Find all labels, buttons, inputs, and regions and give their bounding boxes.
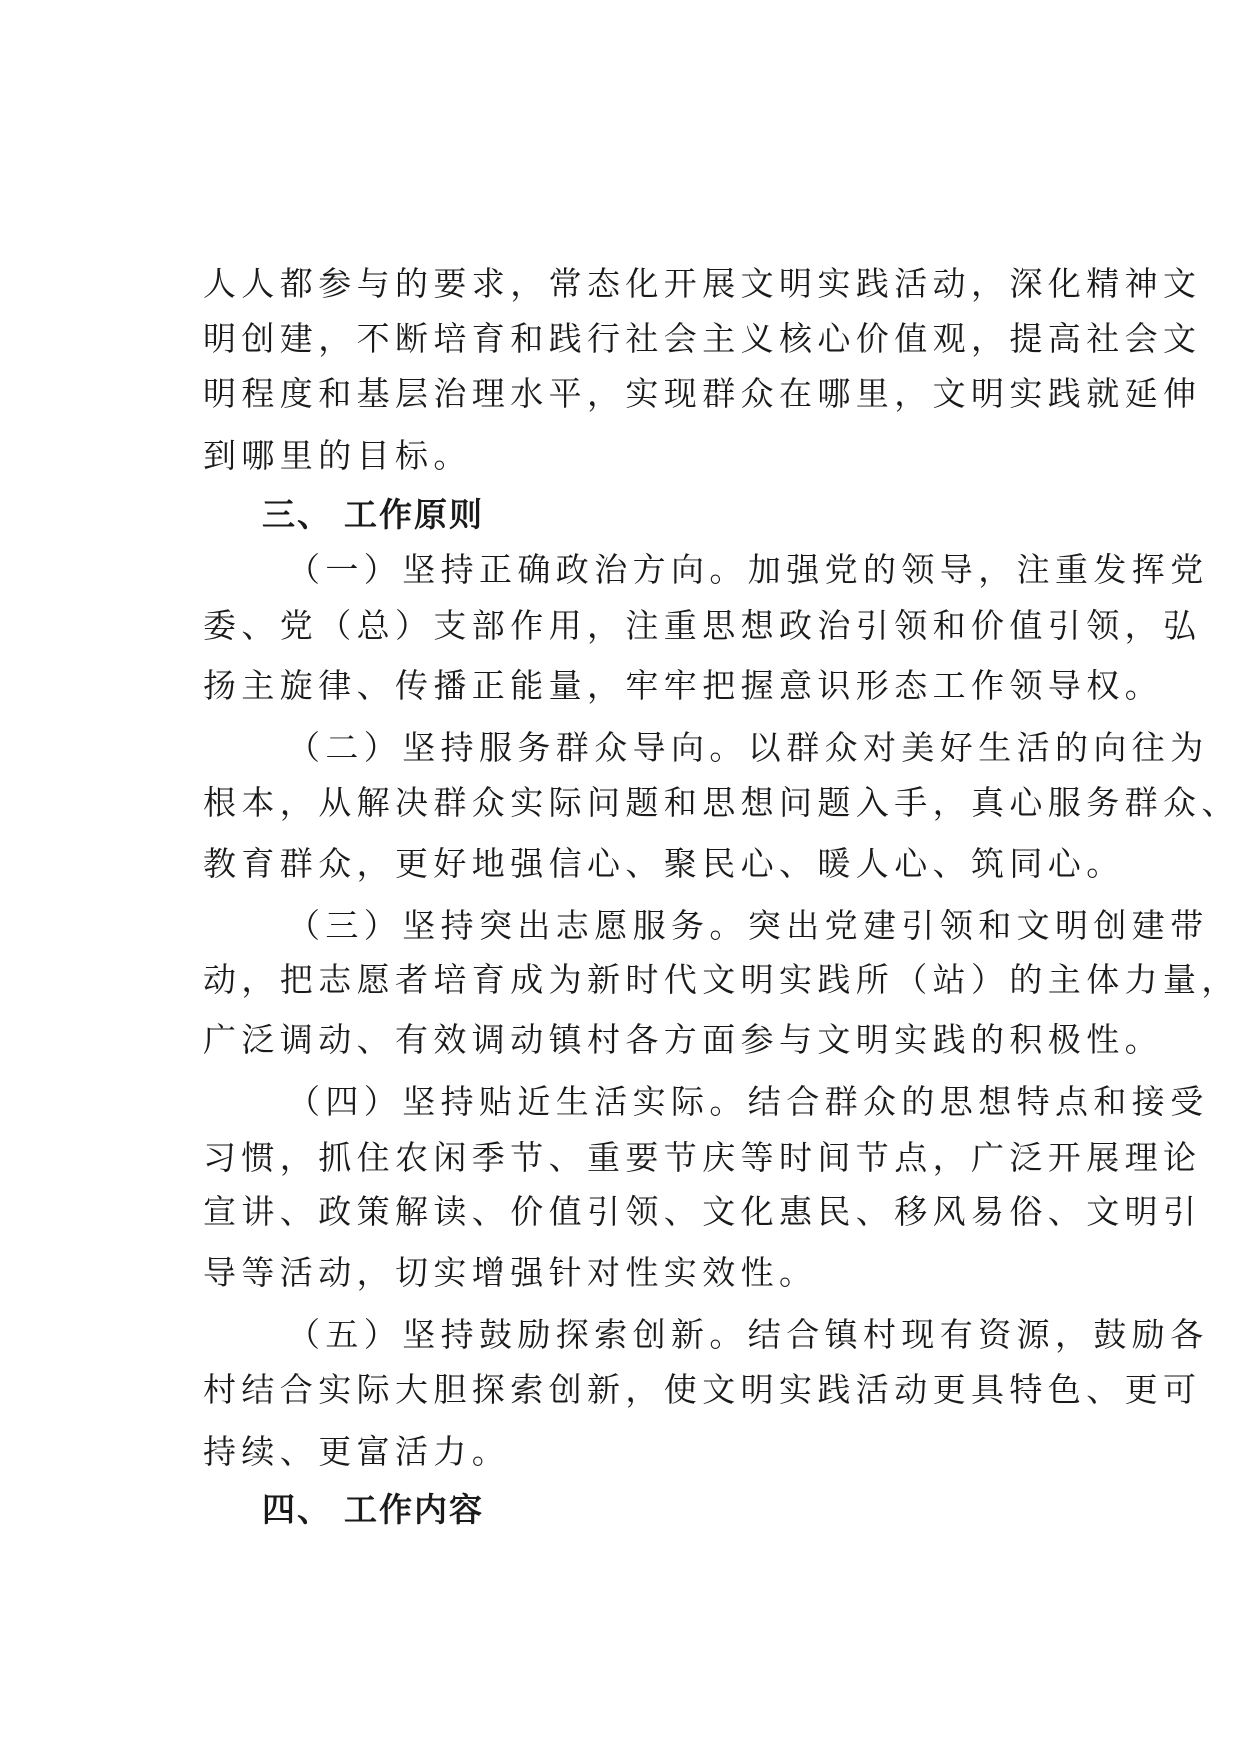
paragraph-line: 持续、更富活力。 (203, 1432, 511, 1471)
paragraph-line: 扬主旋律、传播正能量，牢牢把握意识形态工作领导权。 (203, 666, 1163, 705)
section-heading (262, 495, 484, 535)
paragraph-line: （二）坚持服务群众导向。以群众对美好生活的向往为 (287, 728, 1209, 767)
section-title: 工作内容 (344, 1490, 484, 1529)
paragraph-line: 明程度和基层治理水平，实现群众在哪里，文明实践就延伸 (203, 374, 1202, 413)
paragraph-line: 根本，从解决群众实际问题和思想问题入手，真心服务群众、 (203, 783, 1240, 822)
paragraph-line: 习惯，抓住农闲季节、重要节庆等时间节点，广泛开展理论 (203, 1138, 1202, 1177)
paragraph-line: 村结合实际大胆探索创新，使文明实践活动更具特色、更可 (203, 1370, 1202, 1409)
paragraph-line: 广泛调动、有效调动镇村各方面参与文明实践的积极性。 (203, 1020, 1163, 1059)
paragraph-line: （一）坚持正确政治方向。加强党的领导，注重发挥党 (287, 550, 1209, 589)
paragraph-line: 明创建，不断培育和践行社会主义核心价值观，提高社会文 (203, 319, 1202, 358)
paragraph-line: 导等活动，切实增强针对性实效性。 (203, 1253, 818, 1292)
paragraph-line: 人人都参与的要求，常态化开展文明实践活动，深化精神文 (203, 264, 1202, 303)
paragraph-line: 动，把志愿者培育成为新时代文明实践所（站）的主体力量， (203, 960, 1240, 999)
paragraph-line: （五）坚持鼓励探索创新。结合镇村现有资源，鼓励各 (287, 1315, 1209, 1354)
paragraph-line: （三）坚持突出志愿服务。突出党建引领和文明创建带 (287, 906, 1209, 945)
section-number: 四、 (262, 1490, 332, 1529)
paragraph-line: 到哪里的目标。 (203, 436, 472, 475)
paragraph-line: 宣讲、政策解读、价值引领、文化惠民、移风易俗、文明引 (203, 1192, 1202, 1231)
paragraph-line: 教育群众，更好地强信心、聚民心、暖人心、筑同心。 (203, 844, 1125, 883)
paragraph-line: （四）坚持贴近生活实际。结合群众的思想特点和接受 (287, 1082, 1209, 1121)
paragraph-line: 委、党（总）支部作用，注重思想政治引领和价值引领，弘 (203, 606, 1202, 645)
section-number: 三、 (262, 495, 332, 534)
section-heading (262, 1490, 484, 1530)
section-title: 工作原则 (344, 495, 484, 534)
